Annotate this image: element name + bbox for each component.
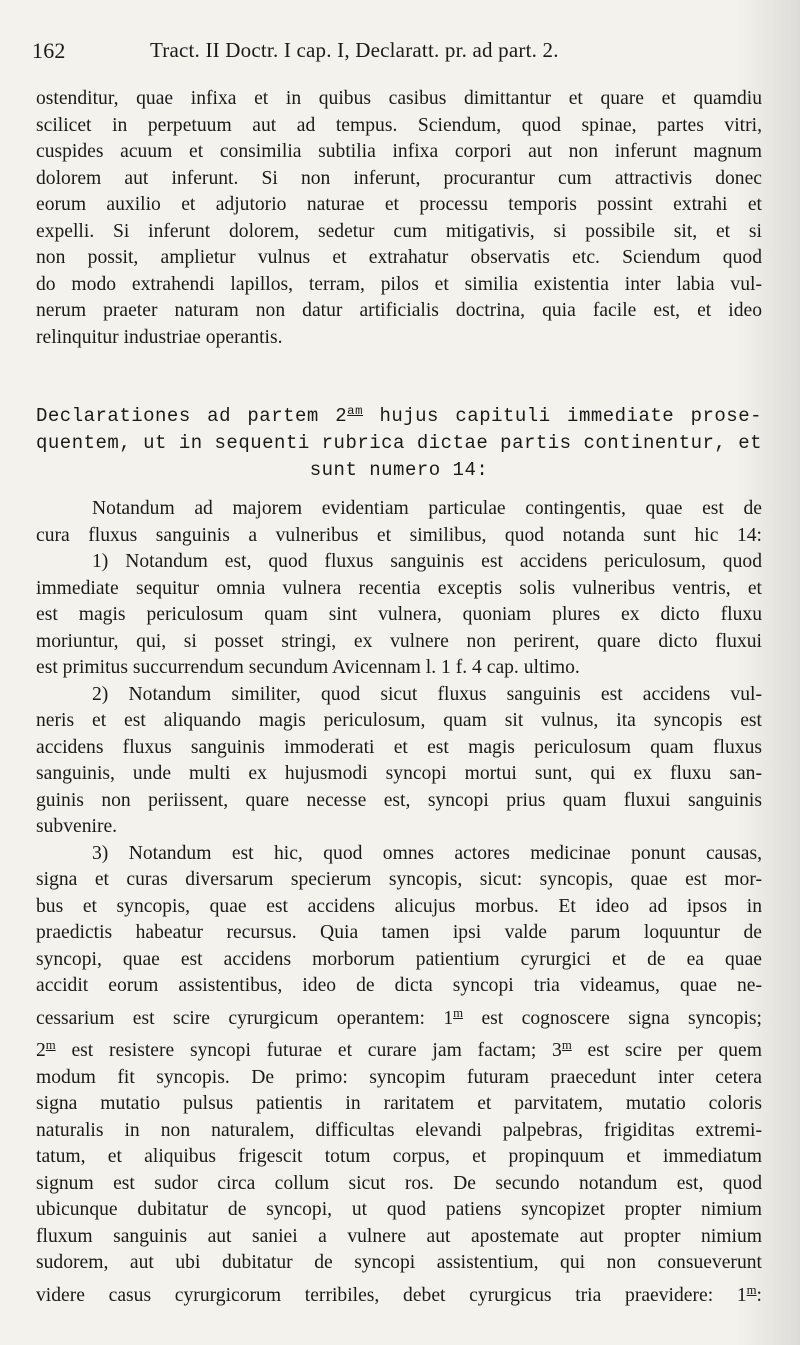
text-line: dolorem aut inferunt. Si non inferunt, procurantur cum attractivis donec (36, 167, 762, 189)
preamble-paragraph (36, 496, 762, 549)
text-line: cura fluxus sanguinis a vulneribus et similibus, quod notanda sunt hic 14: (36, 524, 762, 546)
text-line: signum est sudor circa collum sicut ros. De secundo notandum est, quod (36, 1172, 762, 1194)
text-run: : (756, 1284, 762, 1306)
text-line (36, 1277, 762, 1310)
text-run: cessarium est scire cyrurgicum operantem: 1 (36, 1007, 454, 1029)
text-line: syncopi, quae est accidens morborum patientium cyrurgici et de ea quae (36, 948, 762, 970)
text-line: immediate sequitur omnia vulnera recentia exceptis solis vulneribus ventris, et (36, 577, 762, 599)
text-run: est cognoscere signa syncopis; (463, 1007, 762, 1029)
text-run: est resistere syncopi futurae et curare jam factam; 3 (55, 1040, 562, 1061)
text-line: Notandum ad majorem evidentiam particulae contingentis, quae est de (92, 498, 762, 519)
paragraph (36, 86, 762, 351)
text-line: guinis non periissent, quare necesse est, syncopi prius quam fluxui sanguinis (36, 789, 762, 811)
section-heading (36, 398, 762, 484)
text-line: signa mutatio pulsus patientis in raritatem et parvitatem, mutatio coloris (36, 1093, 762, 1114)
text-line: fluxum sanguinis aut saniei a vulnere aut apostemate aut propter nimium (36, 1225, 762, 1247)
text-run: videre casus cyrurgicorum terribiles, debet cyrurgicus tria praevidere: 1 (36, 1284, 747, 1306)
ordinal-superscript: m (453, 1005, 464, 1020)
text-line: signa et curas diversarum specierum syncopis, sicut: syncopis, quae est mor- (36, 869, 762, 890)
page-header (32, 34, 752, 70)
text-line: subvenire. (36, 816, 118, 837)
text-line: expelli. Si inferunt dolorem, sedetur cum mitigativis, si possibile sit, et si (36, 220, 762, 242)
heading-line (36, 398, 762, 430)
text-line: bus et syncopis, quae est accidens alicujus morbus. Et ideo ad ipsos in (36, 895, 762, 917)
text-run: est scire per quem (571, 1040, 762, 1061)
heading-text: hujus capituli immediate prose- (363, 404, 763, 427)
text-line: accidens fluxus sanguinis immoderati et est magis periculosum quam fluxus (36, 736, 762, 758)
ordinal-superscript: m (746, 1282, 757, 1297)
text-line: accidit eorum assistentibus, ideo de dicta syncopi tria videamus, quae ne- (36, 975, 762, 996)
heading-line: sunt numero 14: (309, 458, 489, 481)
text-line: cuspides acuum et consimilia subtilia infixa corpori aut non inferunt magnum (36, 141, 762, 162)
text-line: 3) Notandum est hic, quod omnes actores medicinae ponunt causas, (92, 842, 762, 864)
text-line: naturalis in non naturalem, difficultas elevandi palpebras, frigiditas extremi- (36, 1119, 762, 1141)
text-line: est magis periculosum quam sint vulnera, quoniam plures ex dicto fluxu (36, 604, 762, 625)
text-line: eorum auxilio et adjutorio naturae et processu temporis possint extrahi et (36, 194, 762, 215)
text-line: 1) Notandum est, quod fluxus sanguinis est accidens periculosum, quod (92, 551, 762, 572)
text-line: scilicet in perpetuum aut ad tempus. Sciendum, quod spinae, partes vitri, (36, 114, 762, 136)
text-line: sudorem, aut ubi dubitatur de syncopi assistentium, qui non consueverunt (36, 1252, 762, 1273)
page-number: 162 (32, 38, 66, 63)
notes-section (36, 496, 762, 1309)
text-line: 2) Notandum similiter, quod sicut fluxus sanguinis est accidens vul- (92, 683, 762, 705)
note-2 (36, 682, 762, 841)
text-line: ubicunque dubitatur de syncopi, ut quod patiens syncopizet propter nimium (36, 1199, 762, 1220)
text-run: 2 (36, 1040, 46, 1061)
text-line: tatum, et aliquibus frigescit totum corpus, et propinquum et immediatum (36, 1146, 762, 1167)
note-3 (36, 841, 762, 1310)
text-line (36, 1032, 762, 1065)
running-head: Tract. II Doctr. I cap. I, Declaratt. pr. ad part. 2. (150, 38, 559, 62)
text-line: sanguinis, unde multi ex hujusmodi syncopi mortui sunt, qui ex fluxu san- (36, 763, 762, 784)
heading-text: Declarationes ad partem 2 (36, 404, 348, 427)
heading-line: quentem, ut in sequenti rubrica dictae partis continentur, et (36, 431, 763, 454)
text-line: non possit, amplietur vulnus et extrahatur observatis etc. Sciendum quod (36, 247, 762, 268)
text-line: est primitus succurrendum secundum Avicennam l. 1 f. 4 cap. ultimo. (36, 657, 580, 678)
text-line: ostenditur, quae infixa et in quibus casibus dimittantur et quare et quamdiu (36, 88, 762, 109)
text-line: nerum praeter naturam non datur artificialis doctrina, quia facile est, et ideo (36, 300, 762, 321)
text-line (36, 1000, 762, 1033)
text-line: moriuntur, qui, si posset stringi, ex vulnere non perirent, quare dicto fluxui (36, 630, 762, 652)
text-line: relinquitur industriae operantis. (36, 326, 283, 348)
text-line: praedictis habeatur recursus. Quia tamen ipsi valde parum loquuntur de (36, 922, 762, 943)
text-line: do modo extrahendi lapillos, terram, pilos et similia existentia inter labia vul- (36, 273, 762, 295)
note-1 (36, 549, 762, 682)
text-line: modum fit syncopis. De primo: syncopim futuram praecedunt inter cetera (36, 1066, 762, 1088)
intro-paragraph (36, 86, 762, 351)
ordinal-superscript: m (561, 1038, 572, 1052)
ordinal-superscript: m (45, 1038, 56, 1052)
text-line: neris et est aliquando magis periculosum, quam sit vulnus, ita syncopis est (36, 710, 762, 731)
ordinal-superscript: am (347, 404, 363, 418)
